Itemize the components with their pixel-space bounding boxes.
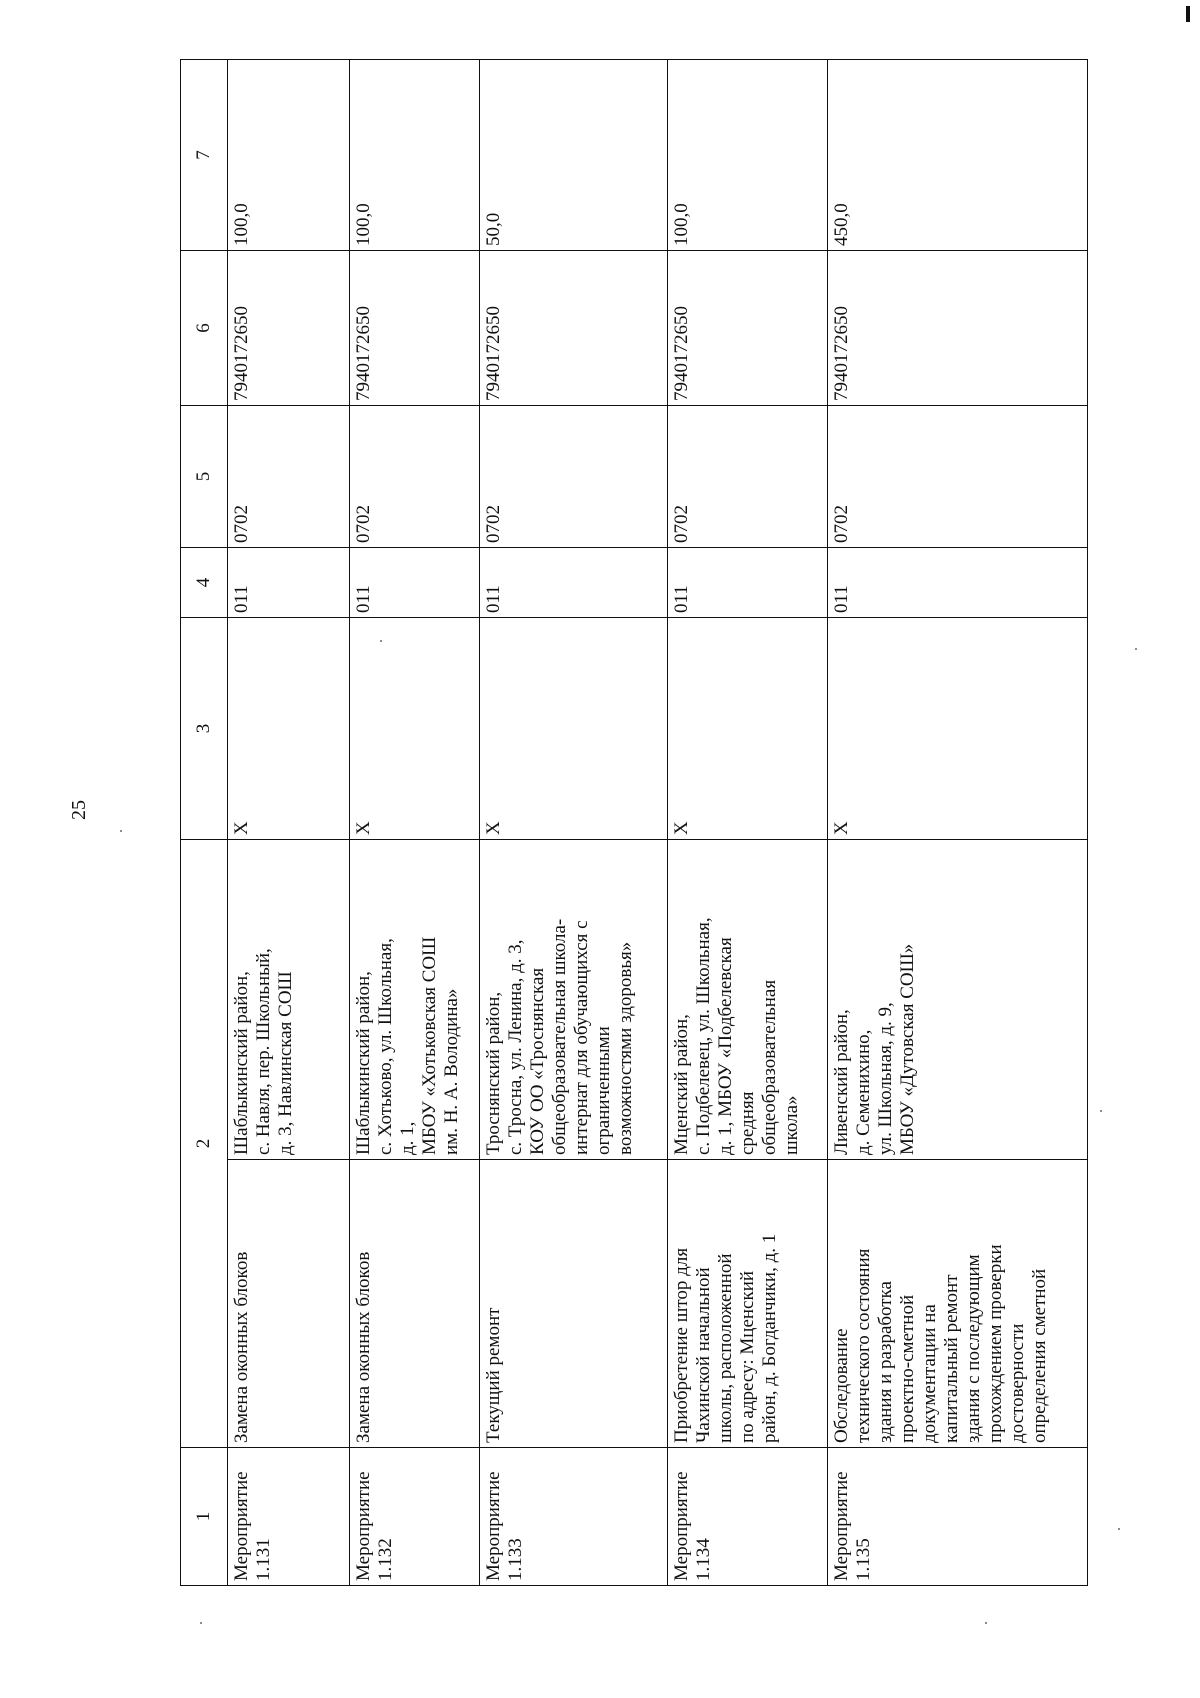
column-5-cell: 0702 — [668, 406, 828, 548]
budget-table — [180, 59, 1088, 1586]
table-row — [480, 60, 668, 1586]
column-4-cell: 011 — [828, 548, 1088, 618]
column-7-cell: 100,0 — [228, 60, 350, 251]
scan-speck — [1118, 1528, 1120, 1530]
event-id-cell: Мероприятие 1.133 — [480, 1448, 668, 1586]
address-cell: Шаблыкинский район, с. Навля, пер. Школьный, д. 3, Навлинская СОШ — [228, 840, 350, 1160]
column-7-cell: 50,0 — [480, 60, 668, 251]
column-3-cell: Х — [350, 618, 480, 840]
address-cell: Шаблыкинский район, с. Хотьково, ул. Школьная, д. 1, МБОУ «Хотьковская СОШ им. Н. А. Володина» — [350, 840, 480, 1160]
rotated-table-wrapper — [180, 60, 1086, 1586]
event-id-cell: Мероприятие 1.131 — [228, 1448, 350, 1586]
column-5-cell: 0702 — [480, 406, 668, 548]
column-4-cell: 011 — [480, 548, 668, 618]
column-5-cell: 0702 — [228, 406, 350, 548]
column-6-cell: 7940172650 — [350, 251, 480, 406]
scan-speck — [120, 830, 122, 832]
column-3-cell: Х — [828, 618, 1088, 840]
column-6-cell: 7940172650 — [828, 251, 1088, 406]
table-row — [228, 60, 350, 1586]
event-name-cell: Приобретение штор для Чахинской начальной школы, расположенной по адресу: Мценский район, д. Богданчики, д. 1 — [668, 1160, 828, 1448]
table-row — [668, 60, 828, 1586]
column-5-cell: 0702 — [828, 406, 1088, 548]
header-row — [181, 60, 228, 1586]
column-3-cell: Х — [668, 618, 828, 840]
column-5-cell: 0702 — [350, 406, 480, 548]
column-number-1: 1 — [181, 1448, 228, 1586]
page-number: 25 — [67, 800, 90, 820]
event-name-cell: Замена оконных блоков — [228, 1160, 350, 1448]
column-4-cell: 011 — [668, 548, 828, 618]
column-3-cell: Х — [228, 618, 350, 840]
column-number-5: 5 — [181, 406, 228, 548]
event-name-cell: Текущий ремонт — [480, 1160, 668, 1448]
table-row — [828, 60, 1088, 1586]
column-4-cell: 011 — [350, 548, 480, 618]
column-6-cell: 7940172650 — [480, 251, 668, 406]
scan-speck — [985, 1622, 987, 1624]
event-id-cell: Мероприятие 1.135 — [828, 1448, 1088, 1586]
scan-speck — [200, 1622, 202, 1624]
table-row — [350, 60, 480, 1586]
column-3-cell: Х — [480, 618, 668, 840]
column-6-cell: 7940172650 — [668, 251, 828, 406]
scan-mark — [1186, 6, 1190, 22]
event-name-cell: Замена оконных блоков — [350, 1160, 480, 1448]
column-6-cell: 7940172650 — [228, 251, 350, 406]
event-name-cell: Обследование технического состояния здания и разработка проектно-сметной документации на капитальный ремонт здания с последующим прохождением проверки достоверности определения сметной — [828, 1160, 1088, 1448]
column-number-4: 4 — [181, 548, 228, 618]
address-cell: Троснянский район, с. Тросна, ул. Ленина, д. 3, КОУ ОО «Троснянская общеобразовательная школа- интернат для обучающихся с ограниченными возможностями здоровья» — [480, 840, 668, 1160]
column-7-cell: 450,0 — [828, 60, 1088, 251]
column-number-7: 7 — [181, 60, 228, 251]
address-cell: Ливенский район, д. Семенихино, ул. Школьная, д. 9, МБОУ «Дутовская СОШ» — [828, 840, 1088, 1160]
column-number-6: 6 — [181, 251, 228, 406]
scan-speck — [1100, 1110, 1102, 1112]
event-id-cell: Мероприятие 1.134 — [668, 1448, 828, 1586]
scan-speck — [1135, 648, 1137, 650]
column-number-3: 3 — [181, 618, 228, 840]
column-4-cell: 011 — [228, 548, 350, 618]
column-7-cell: 100,0 — [668, 60, 828, 251]
column-7-cell: 100,0 — [350, 60, 480, 251]
event-id-cell: Мероприятие 1.132 — [350, 1448, 480, 1586]
column-number-2: 2 — [181, 840, 228, 1448]
address-cell: Мценский район, с. Подбелевец, ул. Школьная, д. 1, МБОУ «Подбелевская средняя общеобразовательная школа» — [668, 840, 828, 1160]
